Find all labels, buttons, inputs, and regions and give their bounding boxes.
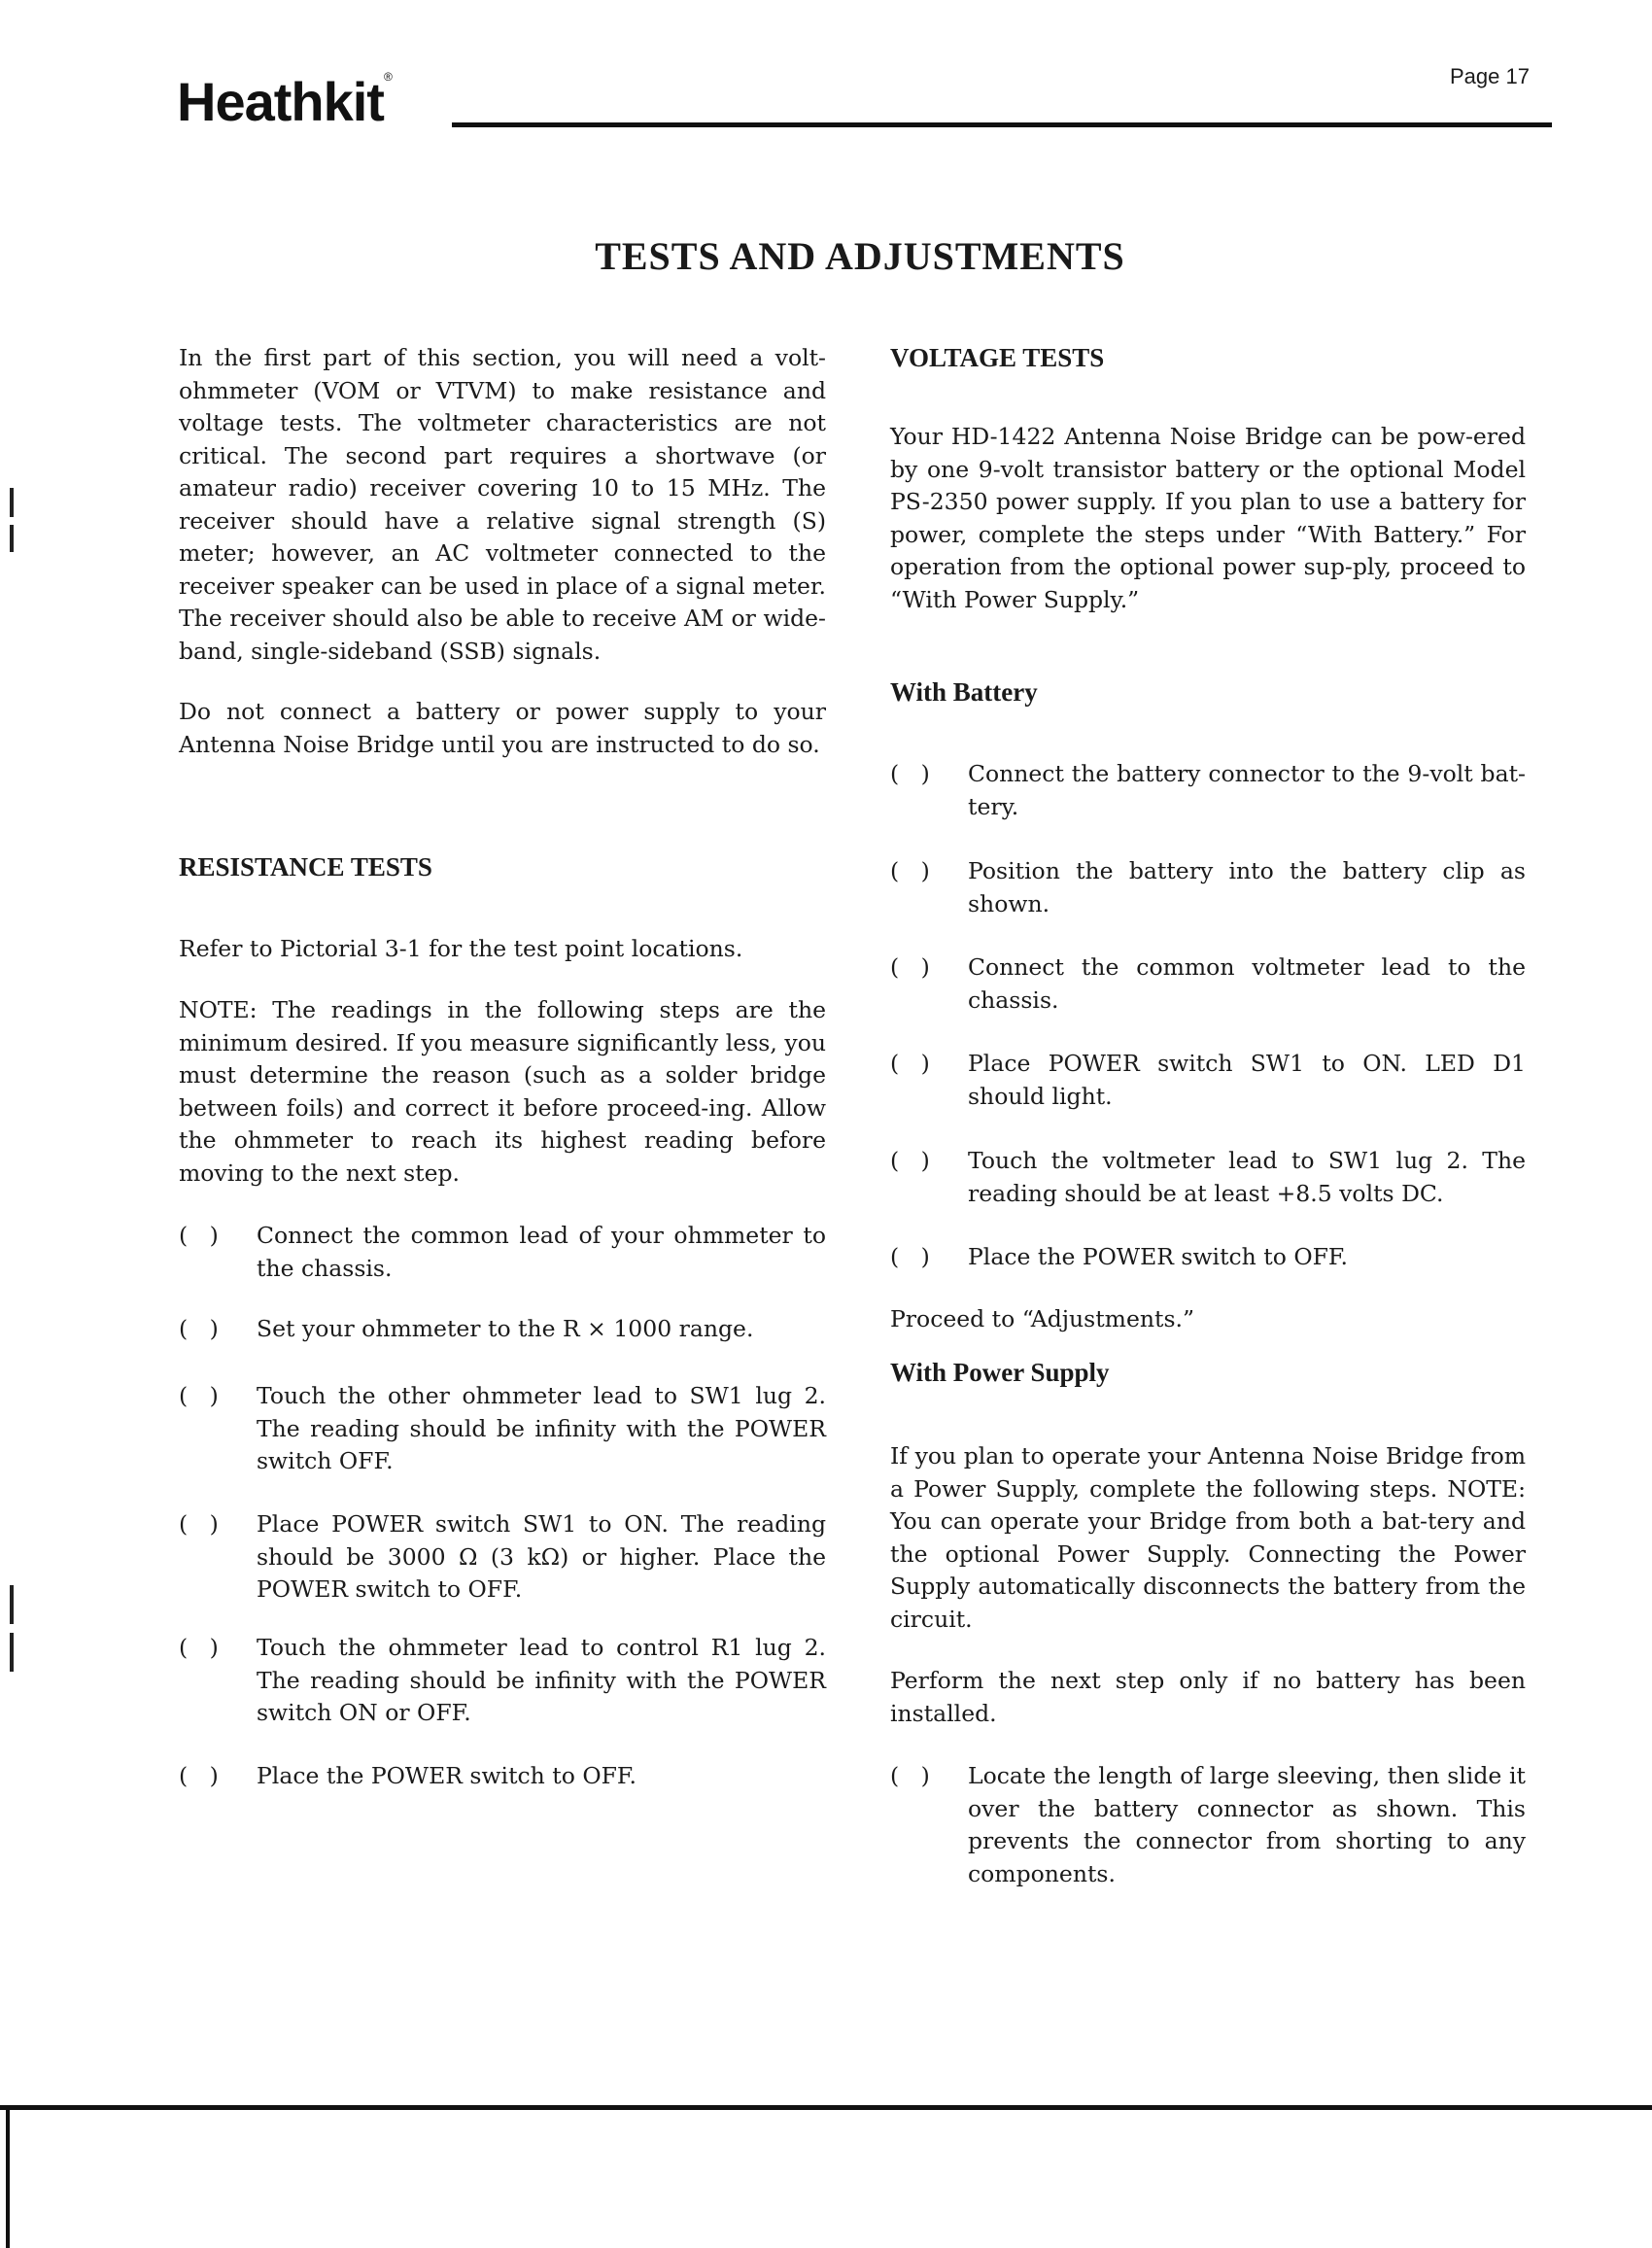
checkbox[interactable]: ( ) — [890, 1762, 930, 1789]
checkbox[interactable]: ( ) — [890, 1050, 930, 1077]
resistance-step: ( ) Connect the common lead of your ohmmeter to the chassis. — [179, 1220, 826, 1285]
checkbox[interactable]: ( ) — [890, 760, 930, 787]
refer-paragraph: Refer to Pictorial 3-1 for the test point locations. — [179, 935, 743, 962]
with-power-supply-heading: With Power Supply — [890, 1358, 1110, 1387]
heathkit-logo: Heathkit® — [177, 70, 392, 132]
scan-mark — [10, 1633, 14, 1672]
checkbox[interactable]: ( ) — [179, 1510, 219, 1538]
checkbox[interactable]: ( ) — [890, 1243, 930, 1270]
scan-mark — [10, 1585, 14, 1624]
checkbox[interactable]: ( ) — [179, 1762, 219, 1789]
note-paragraph: NOTE: The readings in the following steps are the minimum desired. If you measure significantly less, you must determine the reason (such as a solder bridge between foils) and correct it before proceed-ing. Allow the ohmmeter to reach its highest reading before moving to the next step. — [179, 996, 826, 1187]
proceed-text: Proceed to “Adjustments.” — [890, 1305, 1194, 1332]
checkbox[interactable]: ( ) — [890, 953, 930, 981]
scan-mark — [10, 525, 14, 552]
battery-step: ( ) Place the POWER switch to OFF. — [890, 1241, 1526, 1274]
header-rule — [452, 122, 1552, 127]
resistance-step: ( ) Set your ohmmeter to the R × 1000 range. — [179, 1313, 826, 1346]
page-number: Page 17 — [1450, 64, 1530, 88]
resistance-step: ( ) Touch the other ohmmeter lead to SW1 lug 2. The reading should be infinity with the POWER switch OFF. — [179, 1380, 826, 1478]
battery-step: ( ) Place POWER switch SW1 to ON. LED D1 should light. — [890, 1048, 1526, 1113]
checkbox[interactable]: ( ) — [179, 1382, 219, 1409]
battery-step: ( ) Connect the battery connector to the 9-volt bat-tery. — [890, 758, 1526, 823]
checkbox[interactable]: ( ) — [890, 857, 930, 884]
with-battery-heading: With Battery — [890, 677, 1038, 707]
scan-mark — [10, 488, 14, 517]
voltage-tests-heading: VOLTAGE TESTS — [890, 343, 1105, 372]
perform-text: Perform the next step only if no battery has been installed. — [890, 1667, 1526, 1727]
battery-step: ( ) Touch the voltmeter lead to SW1 lug 2. The reading should be at least +8.5 volts DC. — [890, 1145, 1526, 1210]
footer-rule — [0, 2105, 1652, 2110]
resistance-step: ( ) Place the POWER switch to OFF. — [179, 1760, 826, 1793]
footer-edge — [6, 2105, 10, 2248]
battery-step: ( ) Connect the common voltmeter lead to the chassis. — [890, 951, 1526, 1017]
battery-step: ( ) Position the battery into the battery clip as shown. — [890, 855, 1526, 920]
checkbox[interactable]: ( ) — [179, 1222, 219, 1249]
intro-paragraph: In the first part of this section, you will need a volt-ohmmeter (VOM or VTVM) to make resistance and voltage tests. The voltmeter characteristics are not critical. The second part requires a shortwave (or amateur radio) receiver covering 10 to 15 MHz. The receiver should have a relative signal strength (S) meter; however, an AC voltmeter connected to the receiver speaker can be used in place of a signal meter. The receiver should also be able to receive AM or wide-band, single-sideband (SSB) signals. — [179, 344, 826, 665]
resistance-step: ( ) Touch the ohmmeter lead to control R1 lug 2. The reading should be infinity with the POWER switch ON or OFF. — [179, 1632, 826, 1730]
resistance-tests-heading: RESISTANCE TESTS — [179, 852, 432, 882]
resistance-step: ( ) Place POWER switch SW1 to ON. The reading should be 3000 Ω (3 kΩ) or higher. Place the POWER switch to OFF. — [179, 1508, 826, 1607]
power-supply-step: ( ) Locate the length of large sleeving, then slide it over the battery connector as shown. This prevents the connector from shorting to any components. — [890, 1760, 1526, 1890]
page-title: TESTS AND ADJUSTMENTS — [595, 234, 1125, 278]
voltage-intro-paragraph: Your HD-1422 Antenna Noise Bridge can be pow-ered by one 9-volt transistor battery or the optional Model PS-2350 power supply. If you plan to use a battery for power, complete the steps under “With Battery.” For operation from the optional power sup-ply, proceed to “With Power Supply.” — [890, 423, 1526, 613]
warning-paragraph: Do not connect a battery or power supply to your Antenna Noise Bridge until you are instructed to do so. — [179, 698, 826, 758]
power-supply-intro: If you plan to operate your Antenna Noise Bridge from a Power Supply, complete the following steps. NOTE: You can operate your Bridge from both a bat-tery and the optional Power Supply. Connecting the Power Supply automatically disconnects the battery from the circuit. — [890, 1442, 1526, 1633]
checkbox[interactable]: ( ) — [179, 1634, 219, 1661]
checkbox[interactable]: ( ) — [179, 1315, 219, 1342]
checkbox[interactable]: ( ) — [890, 1147, 930, 1174]
